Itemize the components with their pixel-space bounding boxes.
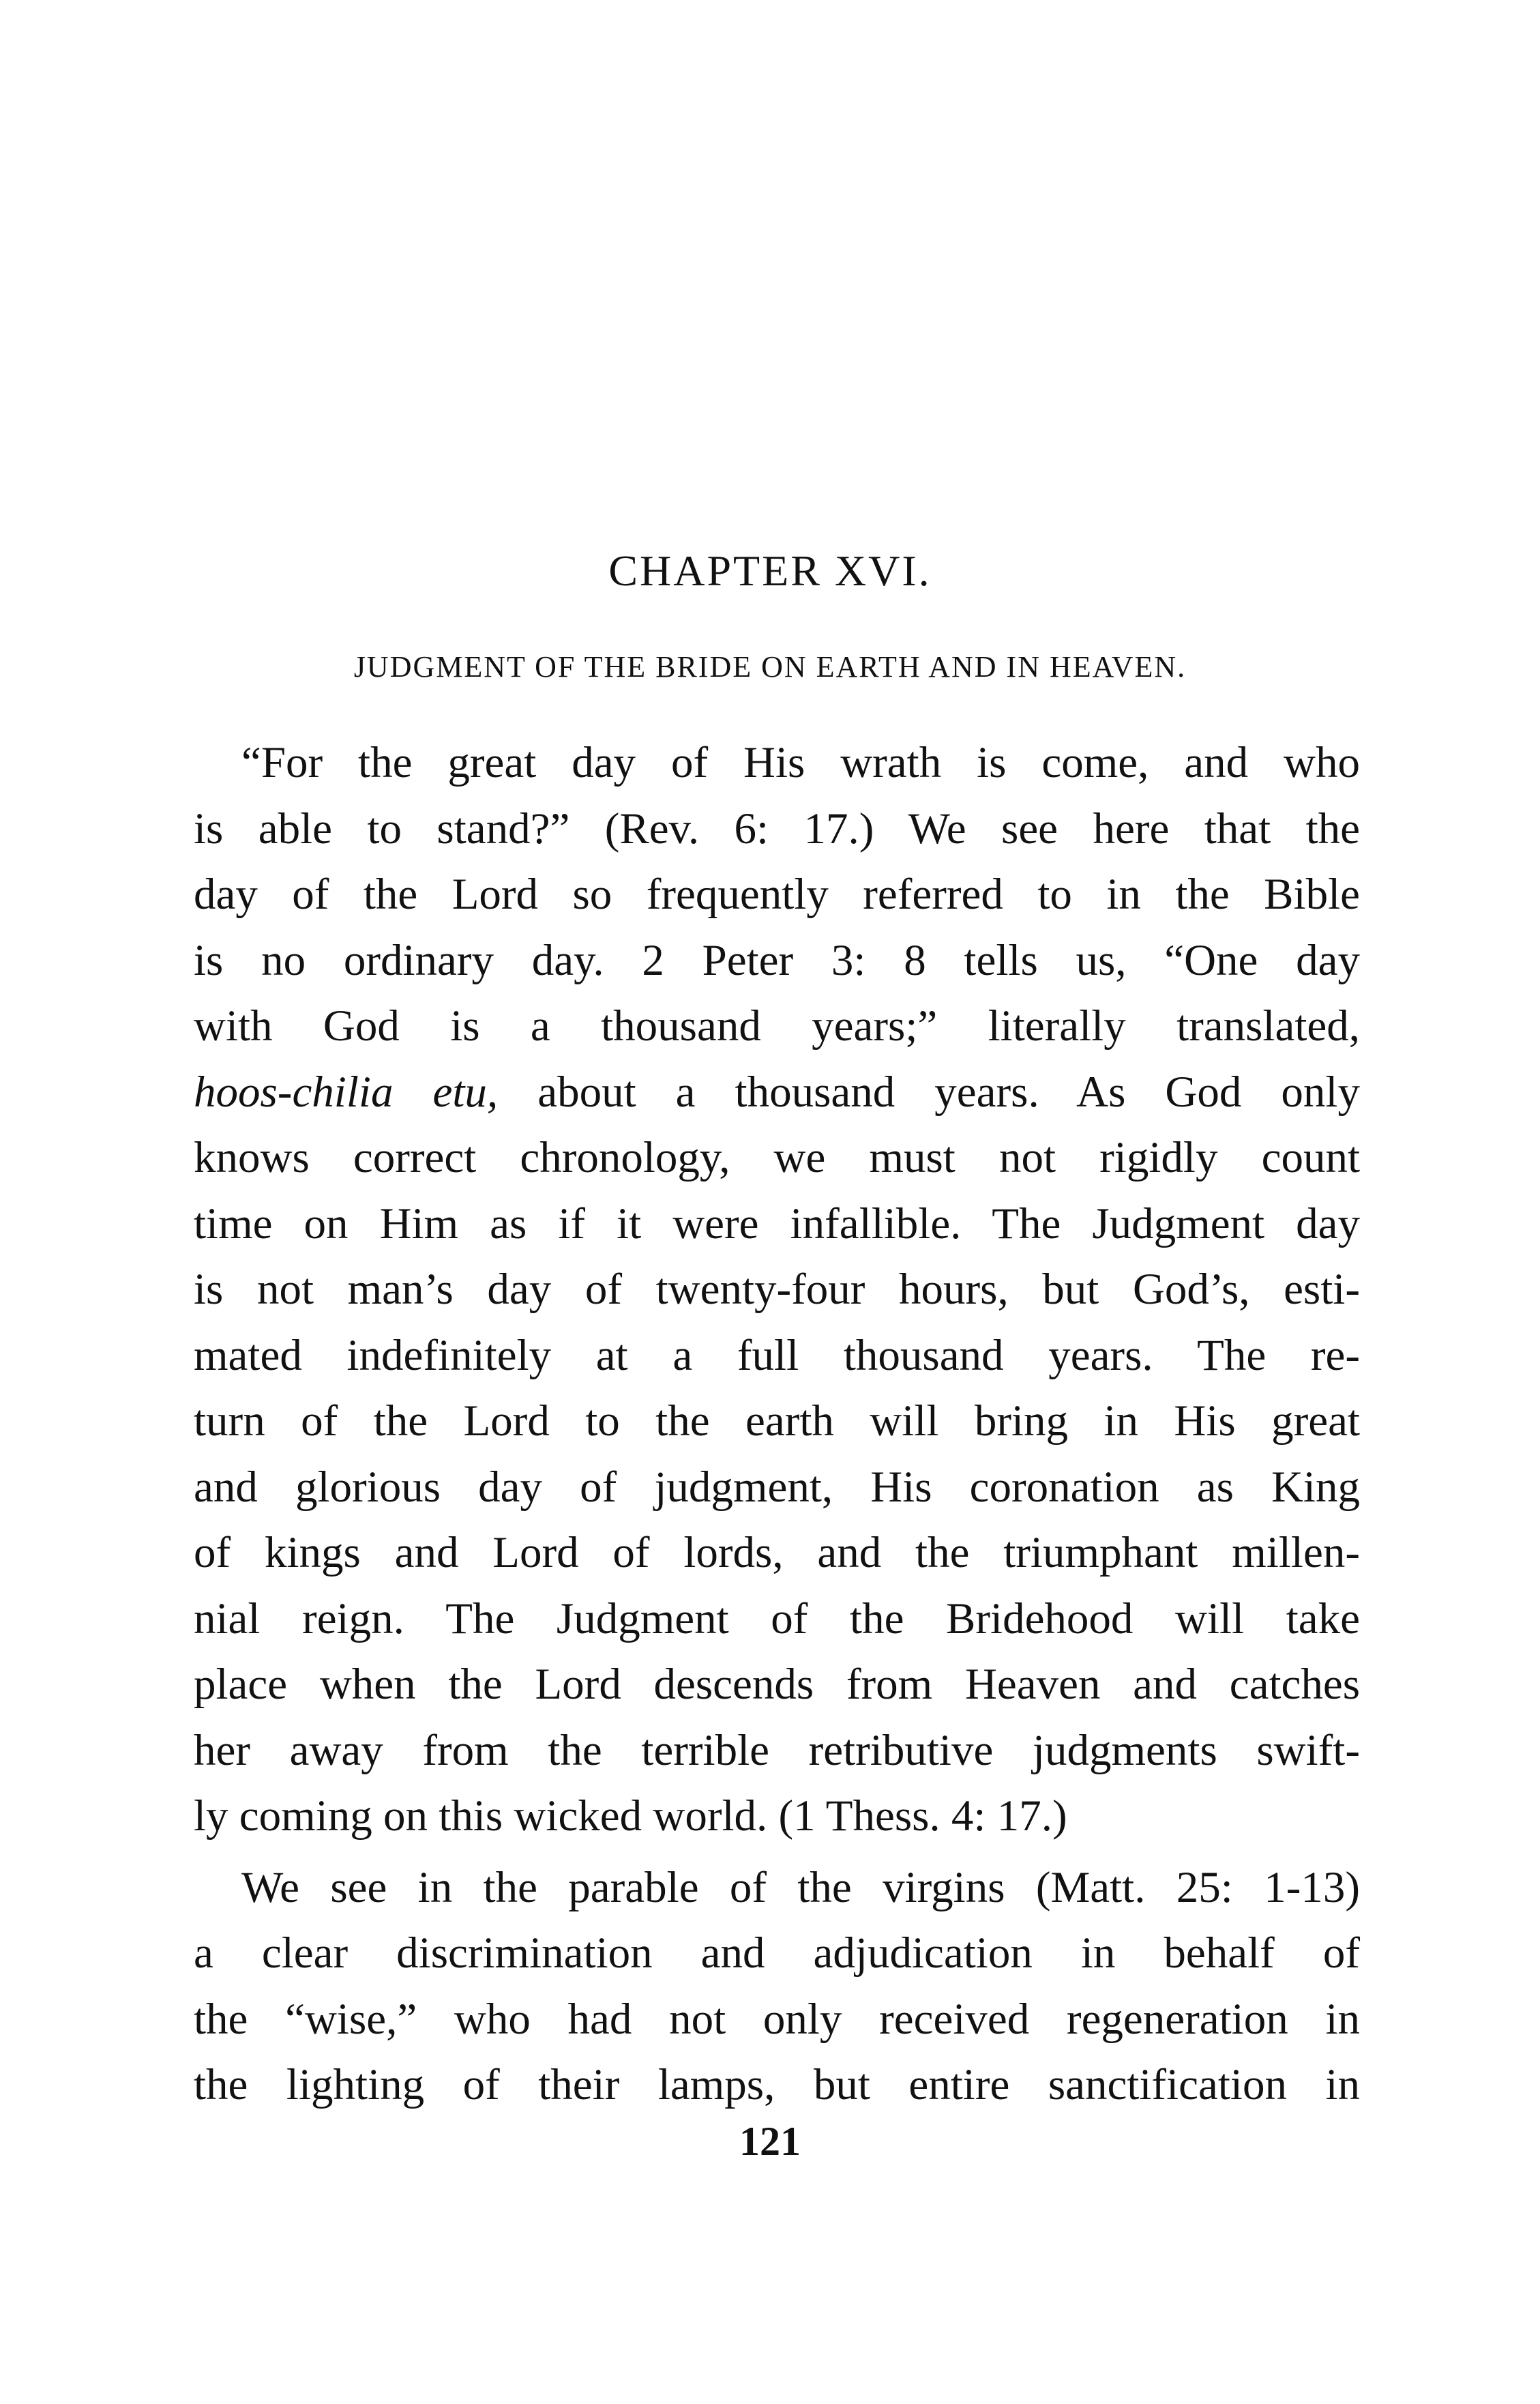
text-line: is no ordinary day. 2 Peter 3: 8 tells us, “One day bbox=[194, 935, 1360, 985]
paragraph bbox=[194, 1855, 1360, 2118]
chapter-title: CHAPTER XVI. bbox=[608, 546, 932, 595]
text-line: and glorious day of judgment, His coronation as King bbox=[194, 1462, 1360, 1512]
text-line-rest: about a thousand years. As God only bbox=[498, 1067, 1360, 1117]
text-line: mated indefinitely at a full thousand years. The re- bbox=[194, 1330, 1360, 1380]
text-line: is not man’s day of twenty-four hours, but God’s, esti- bbox=[194, 1265, 1360, 1314]
text-line: turn of the Lord to the earth will bring in His great bbox=[194, 1396, 1360, 1446]
body-text bbox=[194, 730, 1360, 2118]
text-line: place when the Lord descends from Heaven and catches bbox=[194, 1660, 1360, 1709]
chapter-subtitle: JUDGMENT OF THE BRIDE ON EARTH AND IN HEAVEN. bbox=[353, 650, 1187, 684]
text-line: ly coming on this wicked world. (1 Thess. 4: 17.) bbox=[194, 1791, 1067, 1841]
text-line: nial reign. The Judgment of the Bridehood will take bbox=[194, 1594, 1360, 1643]
text-line-with-italic bbox=[194, 1059, 1360, 1126]
text-line: the “wise,” who had not only received regeneration in bbox=[194, 1994, 1360, 2044]
paragraph bbox=[194, 730, 1360, 1849]
text-line: knows correct chronology, we must not rigidly count bbox=[194, 1133, 1360, 1182]
text-line: time on Him as if it were infallible. The Judgment day bbox=[194, 1199, 1360, 1248]
text-line: “For the great day of His wrath is come, and who bbox=[241, 738, 1360, 787]
text-line: a clear discrimination and adjudication in behalf of bbox=[194, 1929, 1360, 1978]
text-line: day of the Lord so frequently referred to in the Bible bbox=[194, 870, 1360, 919]
page-number: 121 bbox=[739, 2119, 801, 2164]
text-line: We see in the parable of the virgins (Matt. 25: 1-13) bbox=[241, 1862, 1360, 1912]
text-line: is able to stand?” (Rev. 6: 17.) We see here that the bbox=[194, 804, 1360, 853]
text-line: with God is a thousand years;” literally translated, bbox=[194, 1001, 1360, 1051]
italic-phrase: hoos-chilia etu, bbox=[194, 1067, 499, 1117]
paragraph-gap bbox=[194, 1849, 1360, 1855]
text-line: of kings and Lord of lords, and the triumphant millen- bbox=[194, 1528, 1360, 1577]
text-line: her away from the terrible retributive judgments swift- bbox=[194, 1725, 1360, 1775]
text-line: the lighting of their lamps, but entire sanctification in bbox=[194, 2060, 1360, 2109]
